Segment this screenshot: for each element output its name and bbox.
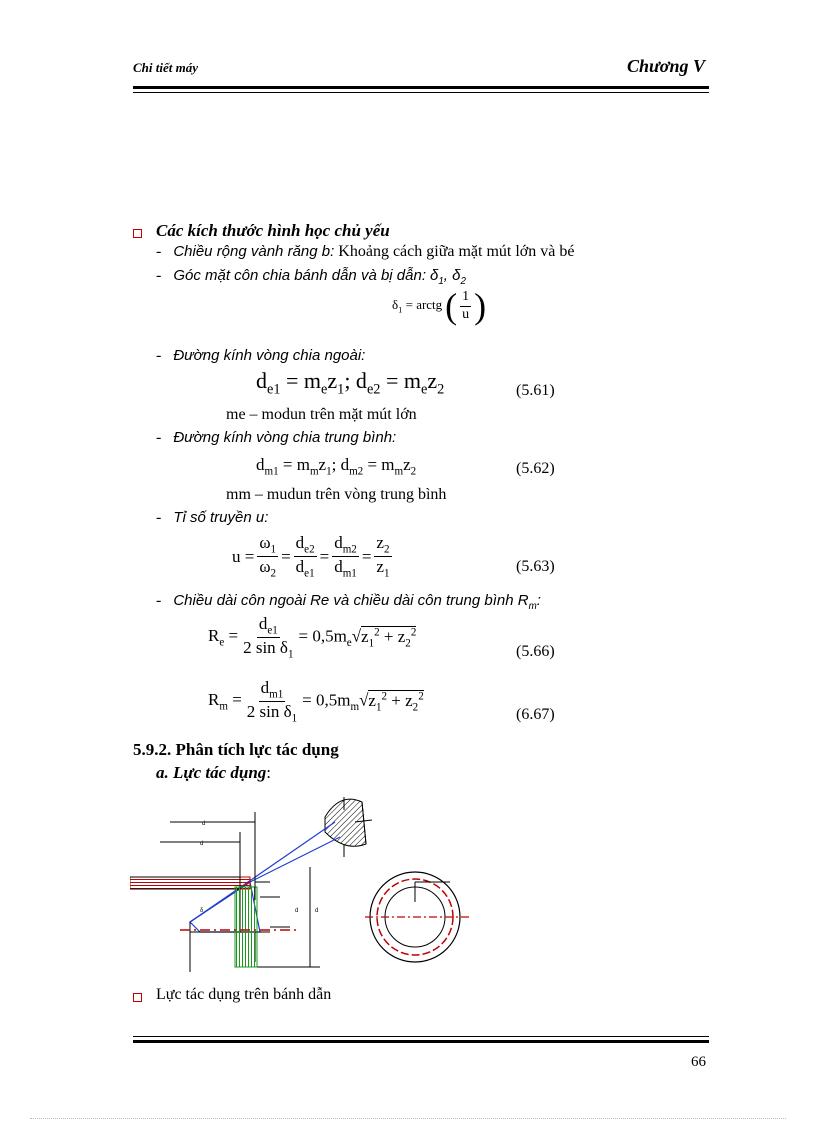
eq-number-5-63: (5.63): [516, 558, 555, 575]
equation-5-63: u = $\frac{\omega_1}{\omega_2}$ = $\frac{d_{e2}}{d_{e1}}$ = $\frac{d_{m2}}{d_{m1}}$ = $\frac{z_2}{z_1}$: [232, 533, 390, 580]
width-text: Khoảng cách giữa mặt mút lớn và bé: [338, 243, 575, 260]
footer-rule-thick: [133, 1040, 709, 1043]
cone-len-line: - Chiều dài côn ngoài Re và chiều dài côn trung bình $R_m$:: [156, 592, 541, 612]
page-bottom-dotline: [30, 1118, 786, 1119]
force-arrows: [255, 882, 290, 927]
force-note: Lực tác dụng trên bánh dẫn: [156, 986, 332, 1003]
header-rule-thick: [133, 86, 709, 89]
eq-number-5-62: (5.62): [516, 460, 555, 477]
force-diagram: [130, 782, 480, 982]
wheel-band: [130, 877, 250, 889]
me-note: me – modun trên mặt mút lớn: [226, 406, 417, 423]
ratio-label: Tỉ số truyền u:: [173, 509, 269, 526]
tooth-profile: [325, 797, 372, 857]
gear-body: [235, 887, 257, 967]
mm-note: mm – mudun trên vòng trung bình: [226, 486, 447, 503]
equation-5-62: $d_{m1} = m_mz_1$; $d_{m2} = m_mz_2$: [256, 455, 417, 478]
bullet-icon: [133, 229, 142, 238]
equation-5-66: $R_e$ = $\frac{d_{e1}}{2 \sin \delta_1}$ = $0,5m_e√z_1^2 + z_2^2$: [208, 614, 417, 661]
outer-dia-label: Đường kính vòng chia ngoài:: [173, 347, 366, 364]
ratio-line: - Tỉ số truyền u:: [156, 509, 269, 526]
label-dm1: d: [295, 908, 299, 914]
label-de1: d: [315, 908, 319, 914]
cone-len-label: Chiều dài côn ngoài Re và chiều dài côn trung bình R: [173, 592, 529, 609]
gear-outline: [130, 812, 320, 972]
force-subsection: a. Lực tác dụng:: [156, 763, 272, 782]
width-label: Chiều rộng vành răng b:: [173, 243, 335, 260]
section-title: Các kích thước hình học chủ yếu: [156, 221, 390, 240]
eq-number-5-66: (5.66): [516, 643, 555, 660]
force-section-title: 5.9.2. Phân tích lực tác dụng: [133, 740, 339, 759]
label-dm2: d: [200, 841, 204, 847]
header-rule-thin: [133, 92, 709, 93]
outer-dia-line: - Đường kính vòng chia ngoài:: [156, 347, 366, 364]
label-de2: d: [202, 821, 206, 827]
equation-6-67: $R_m$ = $\frac{d_{m1}}{2 \sin \delta_1}$ = $0,5m_m√z_1^2 + z_2^2$: [208, 678, 424, 725]
mean-dia-label: Đường kính vòng chia trung bình:: [173, 429, 397, 446]
footer-rule-thin: [133, 1036, 709, 1037]
equation-delta1: $\delta_1$ = arctg ( $\frac{1}{u}$ ): [392, 286, 487, 326]
eq-number-5-61: (5.61): [516, 382, 555, 399]
header-right: Chương V: [627, 56, 705, 76]
front-view: [365, 872, 470, 962]
equation-5-61: $d_{e1} = m_ez_1$; $d_{e2} = m_ez_2$: [256, 368, 445, 398]
page-number: 66: [691, 1054, 706, 1070]
header-left: Chi tiết máy: [133, 60, 198, 75]
mean-dia-line: - Đường kính vòng chia trung bình:: [156, 429, 397, 446]
label-delta1: δ: [200, 908, 204, 914]
bullet-icon: [133, 993, 142, 1002]
cone-angle-label: Góc mặt côn chia bánh dẫn và bị dẫn:: [173, 267, 426, 284]
width-line: - Chiều rộng vành răng b: Khoảng cách giữa mặt mút lớn và bé: [156, 243, 575, 260]
cone-angle-line: - Góc mặt côn chia bánh dẫn và bị dẫn: $\delta_1$, $\delta_2$: [156, 267, 466, 287]
eq-number-6-67: (6.67): [516, 706, 555, 723]
